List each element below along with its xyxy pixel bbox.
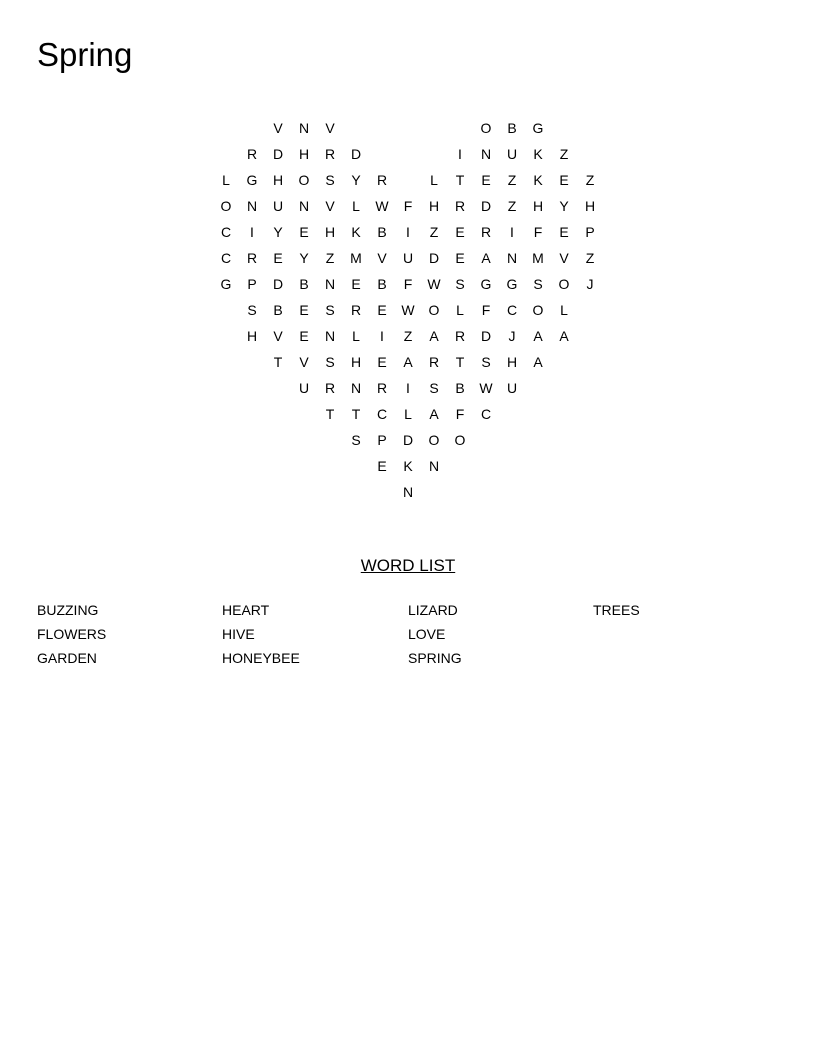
grid-letter: L [430,172,438,188]
grid-letter: S [247,302,257,318]
grid-letter: D [480,328,492,344]
grid-letter: L [222,172,230,188]
grid-letter: R [376,172,388,188]
grid-letter: J [586,276,594,292]
word-list-item: HONEYBEE [222,650,300,666]
grid-letter: E [273,250,283,266]
grid-letter: D [272,276,284,292]
word-list-item: HIVE [222,626,255,642]
grid-letter: H [506,354,518,370]
grid-letter: H [428,198,440,214]
grid-letter: O [558,276,570,292]
grid-letter: O [428,302,440,318]
grid-letter: L [352,328,360,344]
grid-letter: P [377,432,387,448]
grid-letter: Y [351,172,361,188]
grid-letter: L [404,406,412,422]
grid-letter: Z [507,198,517,214]
grid-letter: F [481,302,491,318]
grid-letter: G [246,172,258,188]
grid-letter: S [351,432,361,448]
grid-letter: S [325,302,335,318]
grid-letter: E [299,302,309,318]
grid-letter: A [429,328,439,344]
grid-letter: U [506,146,518,162]
grid-letter: D [428,250,440,266]
grid-letter: A [533,328,543,344]
grid-letter: I [406,224,410,240]
grid-letter: A [429,406,439,422]
grid-letter: C [506,302,518,318]
grid-letter: N [428,458,440,474]
grid-letter: S [481,354,491,370]
word-list-item: FLOWERS [37,626,107,642]
grid-letter: R [350,302,362,318]
grid-letter: F [533,224,543,240]
grid-letter: I [406,380,410,396]
grid-letter: F [403,276,413,292]
grid-letter: R [454,198,466,214]
grid-letter: T [325,406,335,422]
grid-letter: E [559,224,569,240]
grid-letter: H [350,354,362,370]
grid-letter: T [351,406,361,422]
grid-letter: G [220,276,232,292]
grid-letter: N [298,120,310,136]
grid-letter: Z [507,172,517,188]
grid-letter: K [533,146,543,162]
grid-letter: M [532,250,544,266]
grid-letter: R [324,380,336,396]
grid-letter: C [220,250,232,266]
grid-letter: L [560,302,568,318]
grid-letter: C [480,406,492,422]
grid-letter: Z [585,172,595,188]
grid-letter: F [455,406,465,422]
page-title: Spring [37,36,133,73]
grid-letter: R [480,224,492,240]
grid-letter: D [480,198,492,214]
grid-letter: W [401,302,415,318]
grid-letter: Y [273,224,283,240]
grid-letter: S [429,380,439,396]
grid-letter: B [507,120,517,136]
word-list-item: SPRING [408,650,462,666]
grid-letter: G [506,276,518,292]
grid-letter: V [559,250,569,266]
grid-letter: H [532,198,544,214]
grid-letter: T [455,172,465,188]
word-list-item: LOVE [408,626,446,642]
grid-letter: Z [429,224,439,240]
grid-letter: Y [559,198,569,214]
grid-letter: P [247,276,257,292]
grid-letter: A [403,354,413,370]
grid-letter: O [454,432,466,448]
grid-letter: B [299,276,309,292]
grid-letter: C [376,406,388,422]
grid-letter: D [402,432,414,448]
grid-letter: I [250,224,254,240]
grid-letter: R [246,146,258,162]
grid-letter: C [220,224,232,240]
grid-letter: P [585,224,595,240]
grid-letter: V [325,198,335,214]
grid-letter: E [351,276,361,292]
grid-letter: E [455,224,465,240]
grid-letter: J [508,328,516,344]
grid-letter: R [376,380,388,396]
grid-letter: O [298,172,310,188]
grid-letter: H [324,224,336,240]
grid-letter: Z [585,250,595,266]
grid-letter: O [480,120,492,136]
grid-letter: N [506,250,518,266]
grid-letter: V [273,120,283,136]
grid-letter: R [454,328,466,344]
grid-letter: I [380,328,384,344]
grid-letter: T [273,354,283,370]
word-search-grid [0,0,816,520]
grid-letter: E [377,354,387,370]
grid-letter: E [377,302,387,318]
grid-letter: S [533,276,543,292]
grid-letter: N [402,484,414,500]
grid-letter: N [480,146,492,162]
grid-letter: O [428,432,440,448]
grid-letter: B [377,224,387,240]
grid-letter: K [351,224,361,240]
grid-letter: S [325,172,335,188]
grid-letter: D [350,146,362,162]
grid-letter: S [455,276,465,292]
grid-letter: U [272,198,284,214]
grid-letter: R [246,250,258,266]
grid-letter: K [403,458,413,474]
grid-letter: I [510,224,514,240]
grid-letter: D [272,146,284,162]
grid-letter: E [299,328,309,344]
grid-letter: A [559,328,569,344]
grid-letter: Z [403,328,413,344]
grid-letter: Z [325,250,335,266]
grid-letter: L [456,302,464,318]
grid-letter: R [324,146,336,162]
grid-letter: W [427,276,441,292]
grid-letter: E [299,224,309,240]
grid-letter: V [299,354,309,370]
word-list-item: GARDEN [37,650,97,666]
grid-letter: V [325,120,335,136]
grid-letter: U [402,250,414,266]
grid-letter: N [350,380,362,396]
grid-letter: E [455,250,465,266]
grid-letter: E [481,172,491,188]
grid-letter: I [458,146,462,162]
grid-letter: S [325,354,335,370]
grid-letter: O [220,198,232,214]
grid-letter: A [481,250,491,266]
grid-letter: N [298,198,310,214]
grid-letter: U [506,380,518,396]
word-list [0,600,816,680]
grid-letter: O [532,302,544,318]
grid-letter: B [273,302,283,318]
grid-letter: E [559,172,569,188]
grid-letter: N [324,276,336,292]
grid-letter: Y [299,250,309,266]
grid-letter: E [377,458,387,474]
grid-letter: B [455,380,465,396]
grid-letter: N [246,198,258,214]
grid-letter: F [403,198,413,214]
grid-letter: V [377,250,387,266]
grid-letter: H [584,198,596,214]
word-list-heading: WORD LIST [360,556,456,575]
grid-letter: G [480,276,492,292]
grid-letter: G [532,120,544,136]
word-list-item: LIZARD [408,602,458,618]
grid-letter: Z [559,146,569,162]
grid-letter: L [352,198,360,214]
grid-letter: M [350,250,362,266]
grid-letter: R [428,354,440,370]
grid-letter: N [324,328,336,344]
grid-letter: B [377,276,387,292]
word-list-item: TREES [593,602,640,618]
grid-letter: K [533,172,543,188]
grid-letter: V [273,328,283,344]
grid-letter: W [479,380,493,396]
grid-letter: U [298,380,310,396]
grid-letter: H [298,146,310,162]
word-list-item: BUZZING [37,602,99,618]
grid-letter: W [375,198,389,214]
grid-letter: T [455,354,465,370]
grid-letter: H [272,172,284,188]
grid-letter: H [246,328,258,344]
grid-letter: A [533,354,543,370]
word-list-item: HEART [222,602,270,618]
